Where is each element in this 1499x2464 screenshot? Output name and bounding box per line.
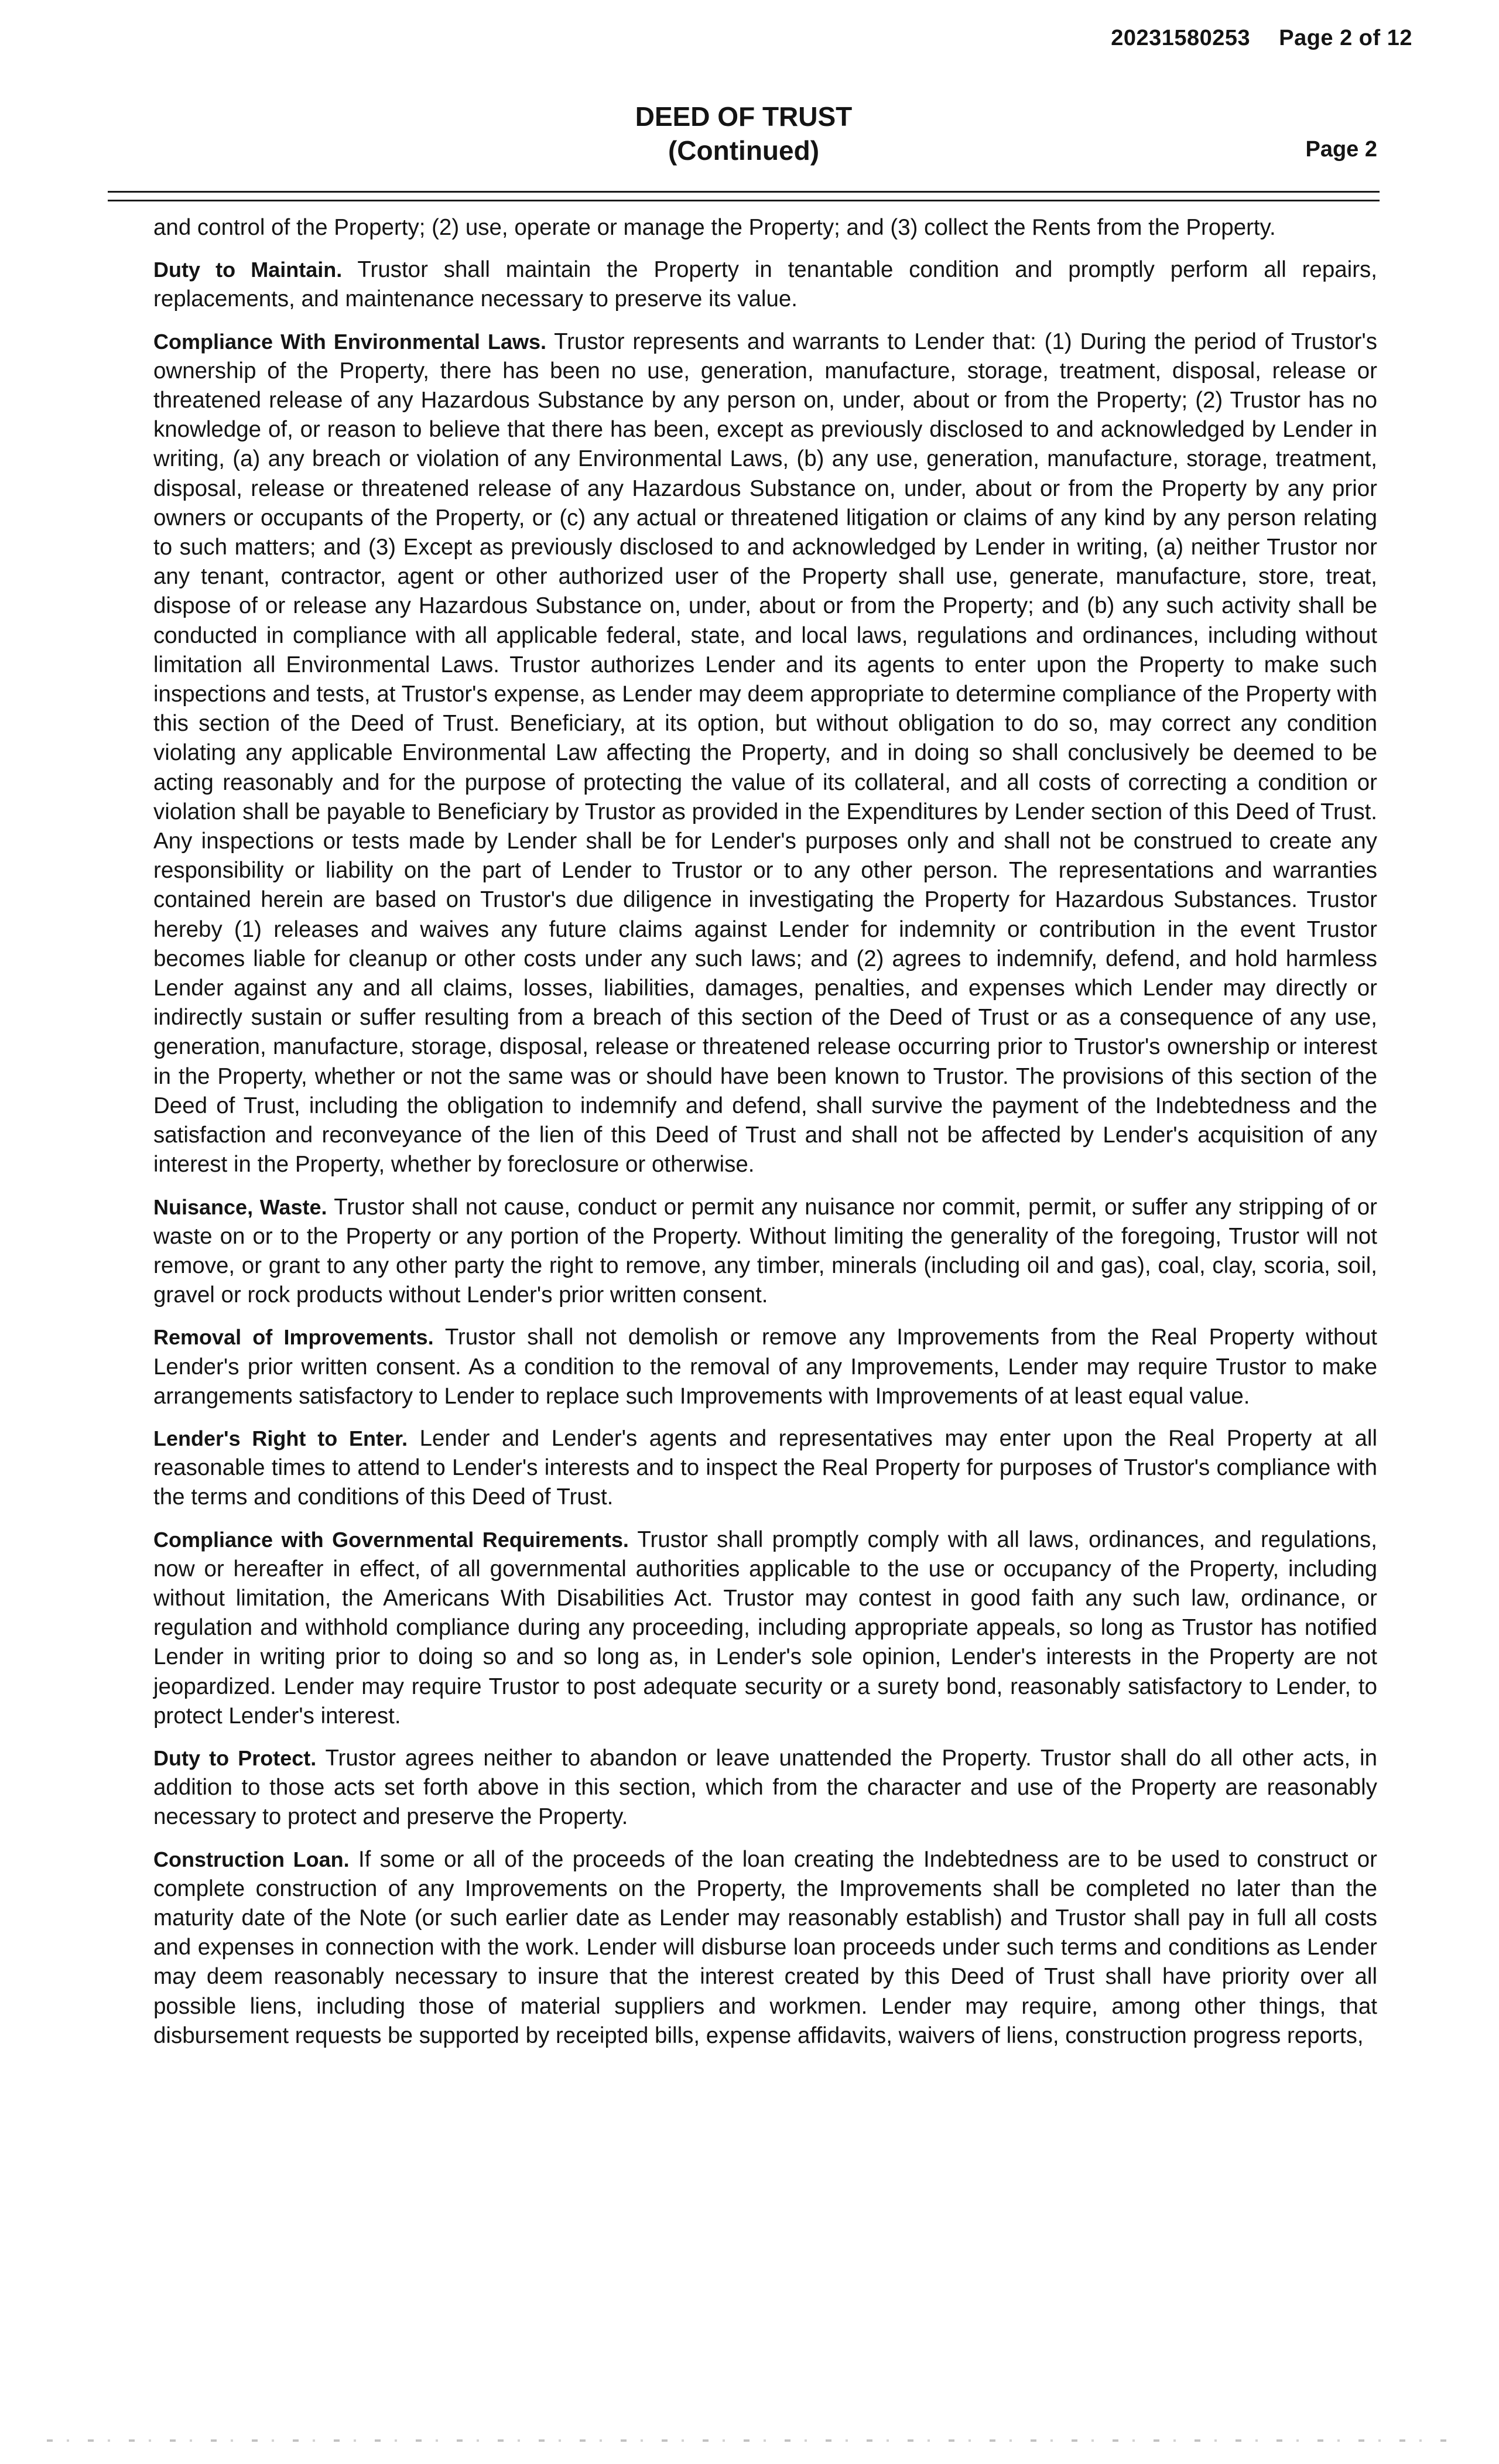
section-text: and control of the Property; (2) use, operate or manage the Property; and (3) collect the Rents from the Property. (153, 215, 1276, 240)
section-text: Trustor shall not cause, conduct or permit any nuisance nor commit, permit, or suffer any stripping of or waste on or to the Property or any portion of the Property. Without limiting the generality of the foregoing, Trustor will not remove, or grant to any other party the right to remove, any timber, minerals (including oil and gas), coal, clay, scoria, soil, gravel or rock products without Lender's prior written consent. (153, 1194, 1377, 1308)
page-label: Page 2 (1305, 137, 1377, 162)
section-duty-to-maintain (153, 255, 1377, 314)
scan-artifact-line (47, 2439, 1452, 2442)
section-environmental-laws (153, 327, 1377, 1180)
section-text: Trustor shall promptly comply with all laws, ordinances, and regulations, now or hereafter in effect, of all governmental authorities applicable to the use or occupancy of the Property, including without limitation, the Americans With Disabilities Act. Trustor may contest in good faith any such law, ordinance, or regulation and withhold compliance during any proceeding, including appropriate appeals, so long as Trustor has notified Lender in writing prior to doing so and so long as, in Lender's sole opinion, Lender's interests in the Property are not jeopardized. Lender may require Trustor to post adequate security or a surety bond, reasonably satisfactory to Lender, to protect Lender's interest. (153, 1527, 1377, 1729)
document-body (153, 213, 1377, 2063)
document-subtitle: (Continued) (668, 135, 820, 166)
section-removal-of-improvements (153, 1323, 1377, 1411)
section-heading: Lender's Right to Enter. (153, 1426, 408, 1450)
section-heading: Compliance with Governmental Requirements. (153, 1527, 629, 1552)
section-heading: Duty to Maintain. (153, 258, 343, 282)
document-number: 20231580253 (1111, 26, 1251, 50)
section-nuisance-waste (153, 1193, 1377, 1310)
section-paragraph (153, 213, 1377, 242)
document-title-block (0, 100, 1487, 167)
section-heading: Nuisance, Waste. (153, 1195, 327, 1219)
section-text: Trustor shall maintain the Property in tenantable condition and promptly perform all repairs, replacements, and maintenance necessary to preserve its value. (153, 257, 1377, 312)
section-text: Lender and Lender's agents and representatives may enter upon the Real Property at all reasonable times to attend to Lender's interests and to inspect the Real Property for purposes of Trustor's compliance with the terms and conditions of this Deed of Trust. (153, 1425, 1377, 1510)
page-stamp (1111, 26, 1412, 51)
document-title: DEED OF TRUST (635, 101, 853, 132)
section-governmental-requirements (153, 1525, 1377, 1731)
section-text: Trustor shall not demolish or remove any Improvements from the Real Property without Lender's prior written consent. As a condition to the removal of any Improvements, Lender may require Trustor to make arrangements satisfactory to Lender to replace such Improvements with Improvements of at least equal value. (153, 1325, 1377, 1409)
section-heading: Removal of Improvements. (153, 1325, 434, 1350)
page-of-count: Page 2 of 12 (1279, 26, 1412, 50)
section-lenders-right-to-enter (153, 1424, 1377, 1512)
section-heading: Compliance With Environmental Laws. (153, 329, 546, 354)
section-heading: Construction Loan. (153, 1847, 350, 1871)
section-heading: Duty to Protect. (153, 1746, 317, 1770)
section-duty-to-protect (153, 1744, 1377, 1832)
header-divider (108, 191, 1380, 201)
section-text: Trustor represents and warrants to Lender that: (1) During the period of Trustor's ownership of the Property, there has been no use, generation, manufacture, storage, treatment, disposal, release or threatened release of any Hazardous Substance by any person on, under, about or from the Property; (2) Trustor has no knowledge of, or reason to believe that there has been, except as previously disclosed to and acknowledged by Lender in writing, (a) any breach or violation of any Environmental Laws, (b) any use, generation, manufacture, storage, treatment, disposal, release or threatened release of any Hazardous Substance on, under, about or from the Property by any prior owners or occupants of the Property, or (c) any actual or threatened litigation or claims of any kind by any person relating to such matters; and (3) Except as previously disclosed to and acknowledged by Lender in writing, (a) neither Trustor nor any tenant, contractor, agent or other authorized user of the Property shall use, generate, manufacture, store, treat, dispose of or release any Hazardous Substance on, under, about or from the Property; and (b) any such activity shall be conducted in compliance with all applicable federal, state, and local laws, regulations and ordinances, including without limitation all Environmental Laws. Trustor authorizes Lender and its agents to enter upon the Property to make such inspections and tests, at Trustor's expense, as Lender may deem appropriate to determine compliance of the Property with this section of the Deed of Trust. Beneficiary, at its option, but without obligation to do so, may correct any condition violating any applicable Environmental Law affecting the Property, and in doing so shall conclusively be deemed to be acting reasonably and for the purpose of protecting the value of its collateral, and all costs of correcting a condition or violation shall be payable to Beneficiary by Trustor as provided in the Expenditures by Lender section of this Deed of Trust. Any inspections or tests made by Lender shall be for Lender's purposes only and shall not be construed to create any responsibility or liability on the part of Lender to Trustor or to any other person. The representations and warranties contained herein are based on Trustor's due diligence in investigating the Property for Hazardous Substances. Trustor hereby (1) releases and waives any future claims against Lender for indemnity or contribution in the event Trustor becomes liable for cleanup or other costs under any such laws; and (2) agrees to indemnify, defend, and hold harmless Lender against any and all claims, losses, liabilities, damages, penalties, and expenses which Lender may directly or indirectly sustain or suffer resulting from a breach of this section of the Deed of Trust or as a consequence of any use, generation, manufacture, storage, disposal, release or threatened release occurring prior to Trustor's ownership or interest in the Property, whether or not the same was or should have been known to Trustor. The provisions of this section of the Deed of Trust, including the obligation to indemnify and defend, shall survive the payment of the Indebtedness and the satisfaction and reconveyance of the lien of this Deed of Trust and shall not be affected by Lender's acquisition of any interest in the Property, whether by foreclosure or otherwise. (153, 328, 1377, 1178)
section-text: Trustor agrees neither to abandon or leave unattended the Property. Trustor shall do all other acts, in addition to those acts set forth above in this section, which from the character and use of the Property are reasonably necessary to protect and preserve the Property. (153, 1745, 1378, 1830)
section-construction-loan (153, 1845, 1377, 2051)
section-text: If some or all of the proceeds of the loan creating the Indebtedness are to be used to construct or complete construction of any Improvements on the Property, the Improvements shall be completed no later than the maturity date of the Note (or such earlier date as Lender may reasonably establish) and Trustor shall pay in full all costs and expenses in connection with the work. Lender will disburse loan proceeds under such terms and conditions as Lender may deem reasonably necessary to insure that the interest created by this Deed of Trust shall have priority over all possible liens, including those of material suppliers and workmen. Lender may require, among other things, that disbursement requests be supported by receipted bills, expense affidavits, waivers of liens, construction progress reports, (153, 1846, 1377, 2048)
